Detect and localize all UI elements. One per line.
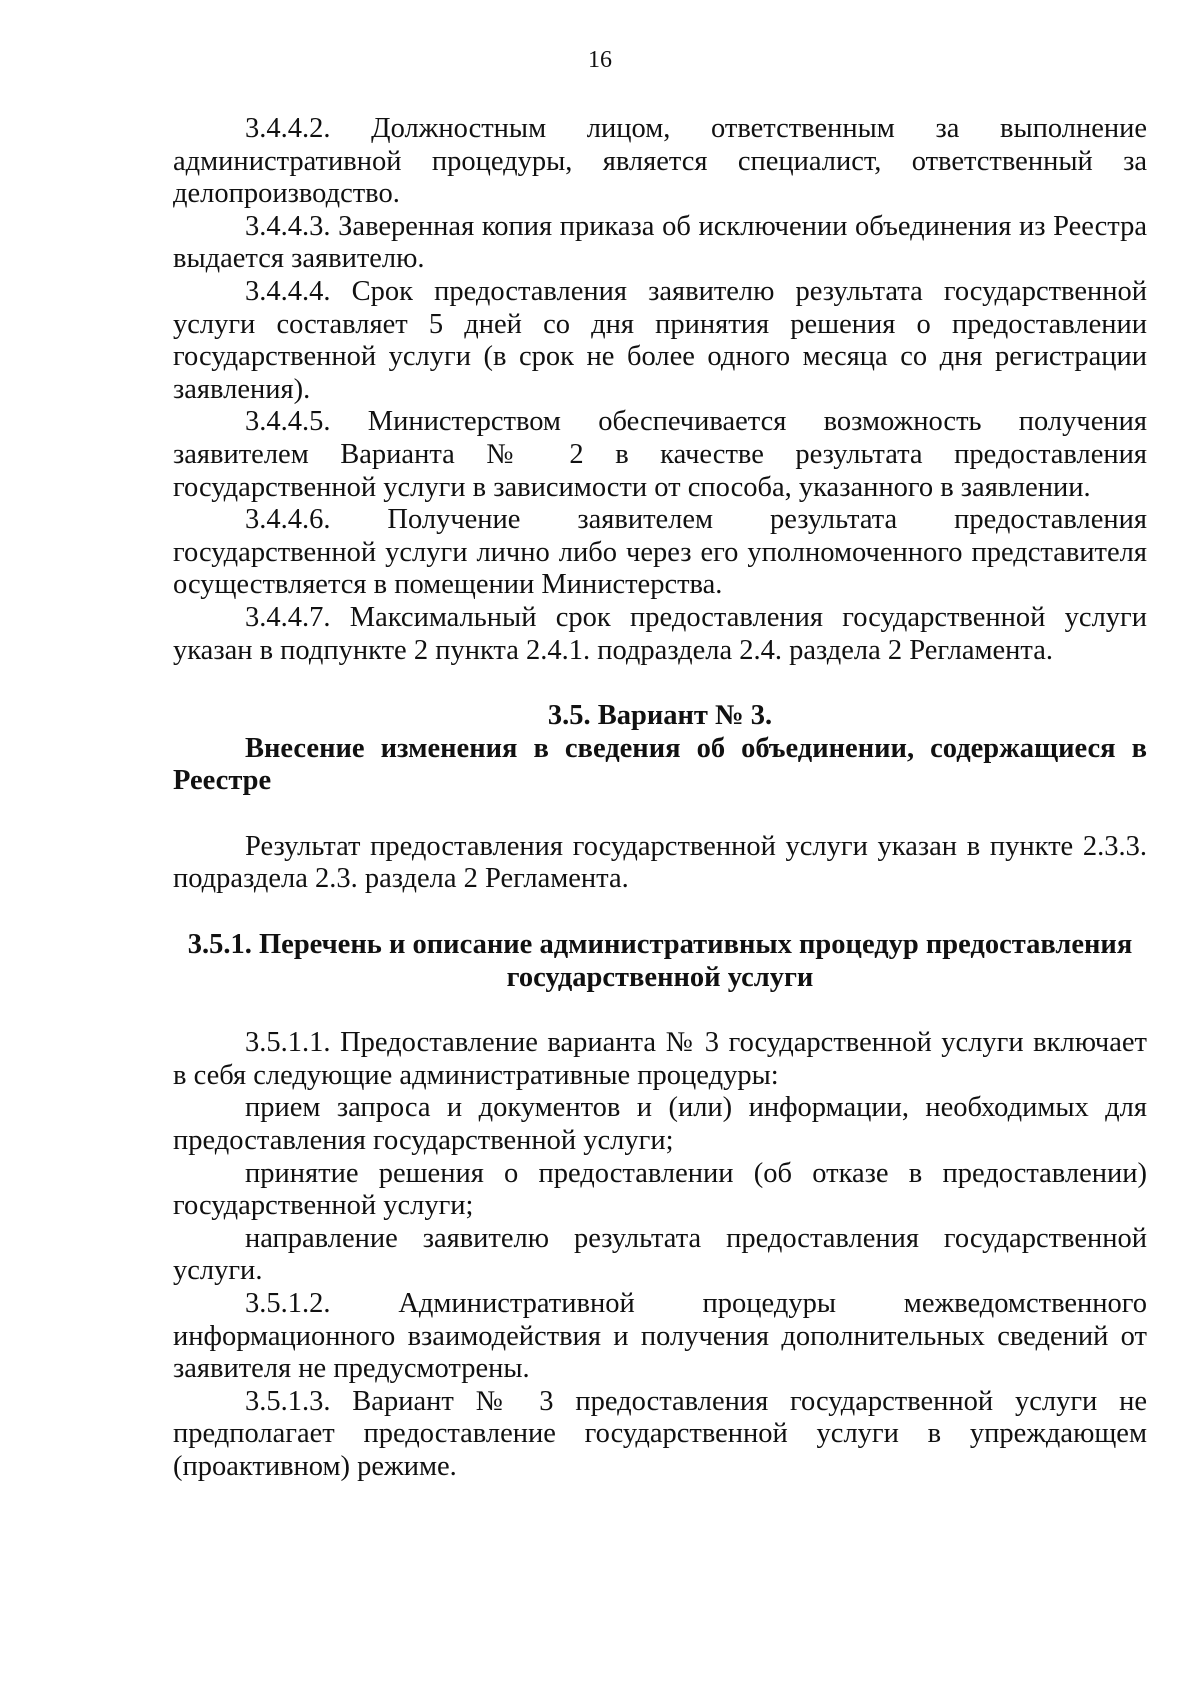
paragraph-3-4-4-2: 3.4.4.2. Должностным лицом, ответственным за выполнение административной процедуры, является специалист, ответственный за делопроизводство. — [173, 113, 1147, 210]
spacer — [173, 667, 1147, 700]
paragraph-3-4-4-4: 3.4.4.4. Срок предоставления заявителю результата государственной услуги составляет 5 дней со дня принятия решения о предоставлении государственной услуги (в срок не более одного месяца со дня регистрации заявления). — [173, 275, 1147, 405]
list-item-procedure-2: принятие решения о предоставлении (об отказе в предоставлении) государственной услуги; — [173, 1157, 1147, 1222]
page-content — [173, 113, 1147, 1484]
section-3-5-subtitle: Внесение изменения в сведения об объединении, содержащиеся в Реестре — [173, 732, 1147, 797]
paragraph-3-5-1-3: 3.5.1.3. Вариант № 3 предоставления государственной услуги не предполагает предоставление государственной услуги в упреждающем (проактивном) режиме. — [173, 1385, 1147, 1482]
page-number: 16 — [588, 47, 612, 73]
list-item-procedure-1: прием запроса и документов и (или) информации, необходимых для предоставления государственной услуги; — [173, 1092, 1147, 1157]
paragraph-3-5-1-1: 3.5.1.1. Предоставление варианта № 3 государственной услуги включает в себя следующие административные процедуры: — [173, 1027, 1147, 1091]
paragraph-3-4-4-3: 3.4.4.3. Заверенная копия приказа об исключении объединения из Реестра выдается заявителю. — [173, 210, 1147, 275]
paragraph-3-4-4-6: 3.4.4.6. Получение заявителем результата предоставления государственной услуги лично либо через его уполномоченного представителя осуществляется в помещении Министерства. — [173, 504, 1147, 601]
section-3-5-result-paragraph: Результат предоставления государственной услуги указан в пункте 2.3.3. подраздела 2.3. раздела 2 Регламента. — [173, 830, 1147, 895]
spacer — [173, 896, 1147, 929]
spacer — [173, 798, 1147, 831]
list-item-procedure-3: направление заявителю результата предоставления государственной услуги. — [173, 1222, 1147, 1287]
section-3-5-title: 3.5. Вариант № 3. — [547, 700, 773, 732]
spacer — [173, 994, 1147, 1027]
section-3-5-1-title: 3.5.1. Перечень и описание административных процедур предоставления государственной услуги — [187, 929, 1133, 993]
paragraph-3-4-4-5: 3.4.4.5. Министерством обеспечивается возможность получения заявителем Варианта № 2 в качестве результата предоставления государственной услуги в зависимости от способа, указанного в заявлении. — [173, 406, 1147, 503]
paragraph-3-4-4-7: 3.4.4.7. Максимальный срок предоставления государственной услуги указан в подпункте 2 пункта 2.4.1. подраздела 2.4. раздела 2 Регламента. — [173, 601, 1147, 666]
paragraph-3-5-1-2: 3.5.1.2. Административной процедуры межведомственного информационного взаимодействия и получения дополнительных сведений от заявителя не предусмотрены. — [173, 1288, 1147, 1385]
